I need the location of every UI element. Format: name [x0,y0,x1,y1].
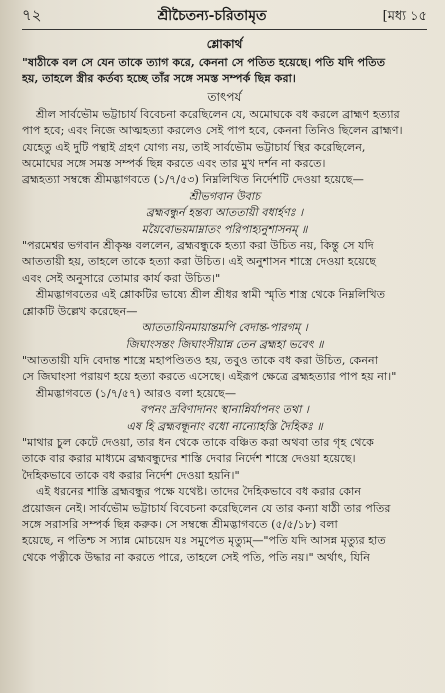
paragraph-line: এবং সেই অনুসারে তোমার কার্য করা উচিত।" [22,271,221,285]
paragraph-line: "পরমেশ্বর ভগবান শ্রীকৃষ্ণ বললেন, ব্রহ্মবন্ধুকে হত্যা করা উচিত নয়, কিন্তু সে যদি [22,239,374,253]
paragraph-line: আততায়ী হয়, তাহলে তাকে হত্যা করা উচিত। এই অনুশাসন শাস্ত্রে দেওয়া হয়েছে [22,255,377,269]
paragraph-line: প্রয়োজন নেই। সার্বভৌম ভট্টাচার্য বিবেচনা করেছিলেন যে তার কন্যা ষাঠী তার পতির [22,501,391,515]
paragraph-line: "মাথার চুল কেটে দেওয়া, তার ধন থেকে তাকে বঞ্চিত করা অথবা তার গৃহ থেকে [22,435,374,449]
paragraph-line: সে জিঘাংসা পরায়ণ হয়ে হত্যা করতে এসেছে। এইরূপ ক্ষেত্রে ব্রহ্মহত্যার পাপ হয় না।" [22,370,397,384]
verse-line: জিঘাংসন্তং জিঘাংসীয়ান্ন তেন ব্রহ্মহা ভবেৎ ॥ [125,337,324,351]
paragraph-line: এই ধরনের শাস্তি ব্রহ্মবন্ধুর পক্ষে যথেষ্ট। তাদের দৈহিকভাবে বধ করার কোন [36,485,362,499]
verse-line: আততায়িনমায়ান্তমপি বেদান্ত-পারগম্ । [141,321,308,335]
paragraph-line: তাকে বার করার মাধ্যমে ব্রহ্মবন্ধুদের শাস্তি দেবার নির্দেশ শাস্ত্রে দেওয়া হয়েছে। [22,452,356,466]
paragraph-line: সঙ্গে সরাসরি সম্পর্ক ছিন্ন করুক। সে সম্বন্ধে শ্রীমদ্ভাগবতে (৫/৫/১৮) বলা [22,517,338,531]
paragraph-line: "আততায়ী যদি বেদান্ত শাস্ত্রে মহাপণ্ডিতও হয়, তবুও তাকে বধ করা উচিত, কেননা [22,353,378,367]
section-label: [মধ্য ১৫ [382,9,427,24]
paragraph-line: পাপ হবে; এবং নিজে আত্মহত্যা করলেও সেই পাপ হবে, কেননা তিনিও ছিলেন ব্রাহ্মণ। [22,124,403,138]
translation-line: হয়, তাহলে স্ত্রীর কর্তব্য হচ্ছে তাঁর সঙ্গে সমস্ত সম্পর্ক ছিন্ন করা। [22,71,296,86]
translation-heading: শ্লোকার্থ [206,37,243,51]
book-title: শ্রীচৈতন্য-চরিতামৃত [157,8,267,24]
page-number: ৭২ [22,6,42,24]
verse-line: ময়ৈবোভয়মাম্নাতং পরিপাহ্যনুশাসনম্ ॥ [141,222,308,236]
paragraph-line: যেহেতু এই দুটি পন্থাই গ্রহণ যোগ্য নয়, তাই সার্বভৌম ভট্টাচার্য স্থির করেছিলেন, [22,140,366,154]
paragraph-line: দৈহিকভাবে তাকে বধ করার নির্দেশ দেওয়া হয়নি।" [22,468,240,482]
verse-line: শ্রীভগবান উবাচ [188,189,261,203]
paragraph-line: হয়েছে, ন পতিশ্চ স স্যান্ন মোচয়েদ যঃ সমুপেত মৃত্যুম্—"পতি যদি আসন্ন মৃত্যুর হাত [22,534,386,548]
paragraph-line: থেকে পত্নীকে উদ্ধার না করতে পারে, তাহলে সেই পতি, পতি নয়।" অর্থাৎ, যিনি [22,550,370,564]
paragraph-line: শ্রীল সার্বভৌম ভট্টাচার্য বিবেচনা করেছিলেন যে, অমোঘকে বধ করলে ব্রাহ্মণ হত্যার [36,107,400,121]
verse-line: বপনং দ্রবিণাদানং স্থানান্নির্যাপনং তথা । [140,403,309,417]
verse-line: এষ হি ব্রহ্মবন্ধূনাং বধো নান্যোহস্তি দৈহিকঃ ॥ [126,419,323,433]
purport-heading: তাৎপর্য [207,89,242,104]
paragraph-line: শ্রীমদ্ভাগবতে (১/৭/৫৭) আরও বলা হয়েছে— [36,386,237,400]
paragraph-line: শ্লোকটি উল্লেখ করেছেন— [22,304,138,318]
verse-line: ব্রহ্মবন্ধুর্ন হন্তব্য আততায়ী বধার্হণঃ । [145,206,304,220]
paragraph-line: শ্রীমদ্ভাগবতের এই শ্লোকটির ভাষ্যে শ্রীল শ্রীধর স্বামী স্মৃতি শাস্ত্র থেকে নিম্নলিখিত [36,288,386,302]
page-header [22,6,427,30]
paragraph-line: ব্রহ্মহত্যা সম্বন্ধে শ্রীমদ্ভাগবতে (১/৭/৫৩) নিম্নলিখিত নির্দেশটি দেওয়া হয়েছে— [22,173,364,187]
translation-line: "ষাঠীকে বল সে যেন তাকে ত্যাগ করে, কেননা সে পতিত হয়েছে। পতি যদি পতিত [22,55,386,69]
paragraph-line: অমোঘের সঙ্গে সমস্ত সম্পর্ক ছিন্ন করতে এবং তার মুখ দর্শন না করতে। [22,157,326,171]
